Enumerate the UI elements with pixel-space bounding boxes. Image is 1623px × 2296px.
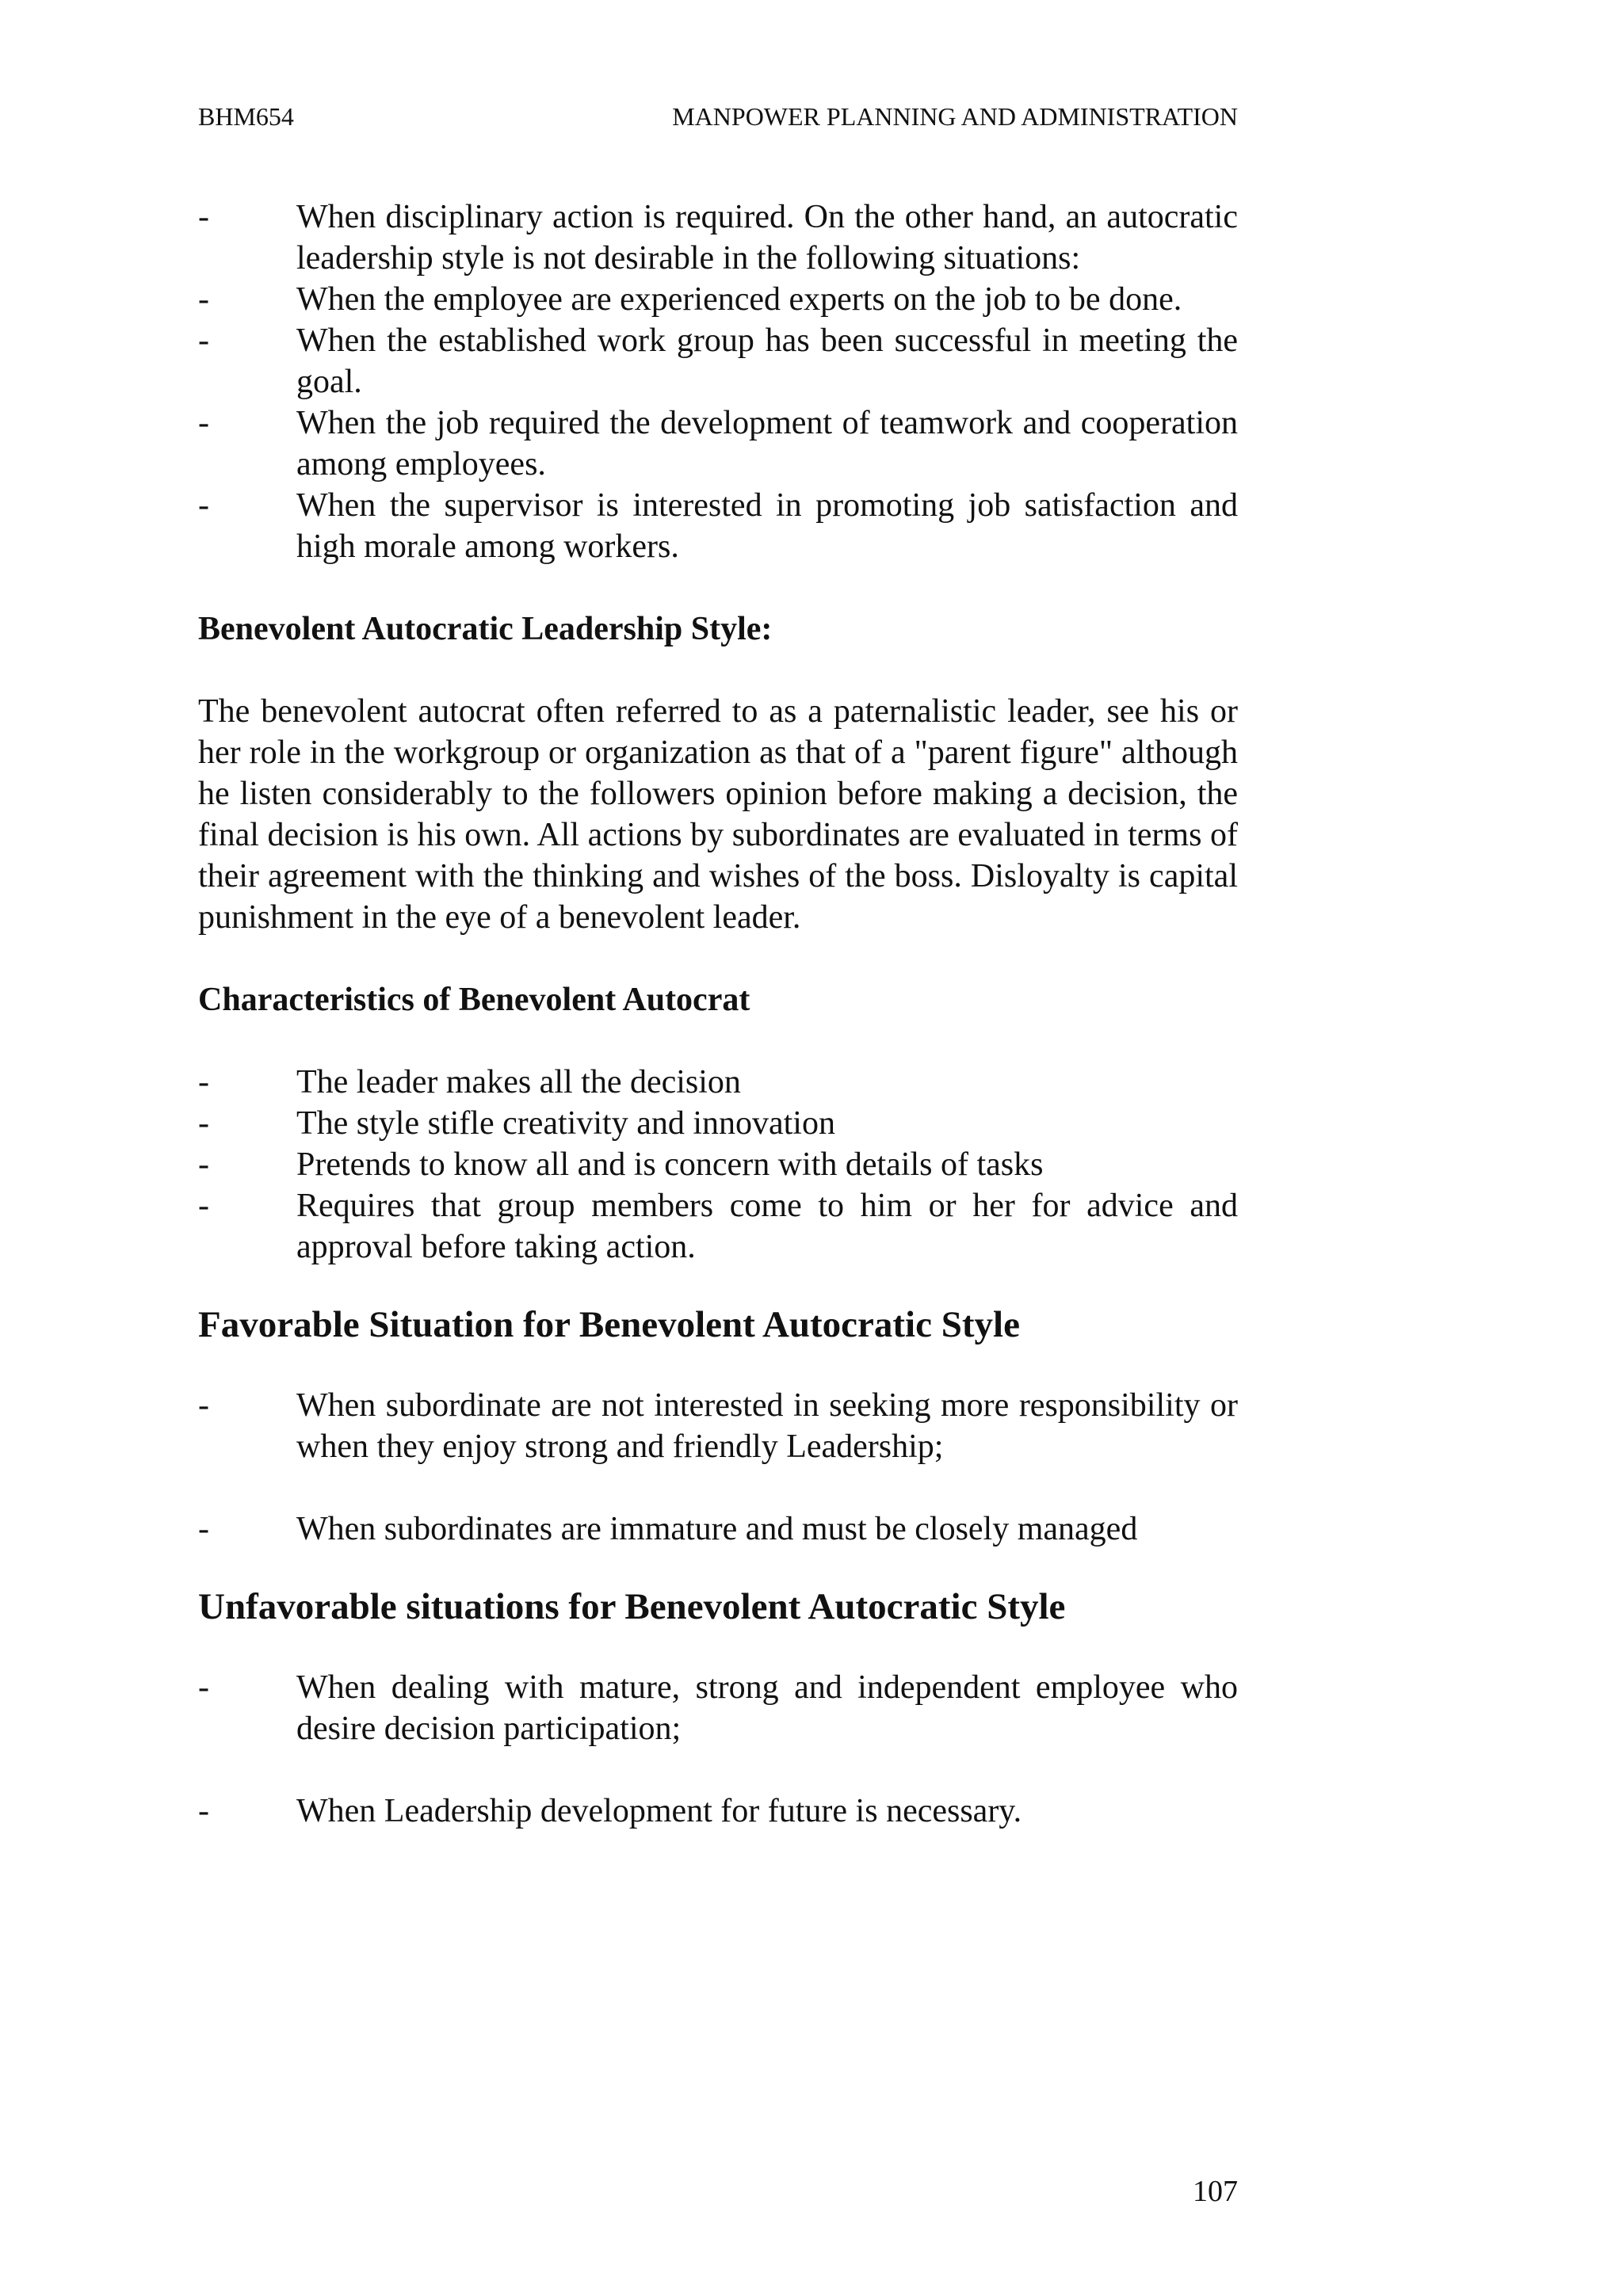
bullet-dash: - <box>198 1387 209 1424</box>
list-item <box>198 1062 1238 1103</box>
bullet-dash: - <box>198 1064 209 1100</box>
list-item-text: The leader makes all the decision <box>296 1064 741 1100</box>
list-item <box>198 1185 1238 1268</box>
list-item <box>198 279 1238 320</box>
bullet-dash: - <box>198 1669 209 1706</box>
list-item <box>198 402 1238 485</box>
list-item <box>198 1144 1238 1185</box>
bullet-dash: - <box>198 1793 209 1829</box>
section-heading-unfavorable: Unfavorable situations for Benevolent Autocratic Style <box>198 1586 1066 1627</box>
list-item-text: When the established work group has been successful in meeting the goal. <box>296 322 1238 400</box>
list-item <box>198 1508 1238 1550</box>
list-item <box>198 1667 1238 1749</box>
list-item <box>198 1791 1238 1832</box>
favorable-list <box>198 1385 1238 1550</box>
situations-list <box>198 196 1238 567</box>
list-item-text: When Leadership development for future is necessary. <box>296 1793 1022 1829</box>
bullet-dash: - <box>198 1105 209 1142</box>
characteristics-list <box>198 1062 1238 1268</box>
section-heading-characteristics: Characteristics of Benevolent Autocrat <box>198 982 750 1018</box>
list-item <box>198 1385 1238 1467</box>
list-item-text: Requires that group members come to him or her for advice and approval before taking action. <box>296 1188 1238 1265</box>
course-code: BHM654 <box>198 102 294 131</box>
list-item-text: When subordinates are immature and must be closely managed <box>296 1511 1138 1547</box>
list-item-text: When the employee are experienced experts on the job to be done. <box>296 281 1182 318</box>
list-item-text: When subordinate are not interested in seeking more responsibility or when they enjoy strong and friendly Leadership; <box>296 1387 1238 1465</box>
bullet-dash: - <box>198 281 209 318</box>
benevolent-style-paragraph: The benevolent autocrat often referred to as a paternalistic leader, see his or her role in the workgroup or organization as that of a "parent figure" although he listen considerably to the followers opinion before making a decision, the final decision is his own. All actions by subordinates are evaluated in terms of their agreement with the thinking and wishes of the boss. Disloyalty is capital punishment in the eye of a benevolent leader. <box>198 693 1238 936</box>
course-title: MANPOWER PLANNING AND ADMINISTRATION <box>672 102 1238 131</box>
list-item-text: When the supervisor is interested in promoting job satisfaction and high morale among workers. <box>296 487 1238 565</box>
list-item <box>198 485 1238 567</box>
list-item-text: When dealing with mature, strong and independent employee who desire decision participation; <box>296 1669 1238 1747</box>
bullet-dash: - <box>198 199 209 235</box>
section-heading-benevolent-style: Benevolent Autocratic Leadership Style: <box>198 611 773 647</box>
page-number: 107 <box>1193 2175 1238 2208</box>
page-content <box>198 196 1238 1832</box>
unfavorable-list <box>198 1667 1238 1832</box>
page-header <box>198 97 1238 136</box>
list-item-text: Pretends to know all and is concern with details of tasks <box>296 1146 1044 1183</box>
list-item-text: The style stifle creativity and innovation <box>296 1105 835 1142</box>
bullet-dash: - <box>198 405 209 441</box>
bullet-dash: - <box>198 1511 209 1547</box>
list-item <box>198 320 1238 402</box>
section-heading-favorable: Favorable Situation for Benevolent Autocratic Style <box>198 1304 1020 1345</box>
list-item-text: When the job required the development of teamwork and cooperation among employees. <box>296 405 1238 482</box>
bullet-dash: - <box>198 322 209 359</box>
bullet-dash: - <box>198 1188 209 1224</box>
bullet-dash: - <box>198 1146 209 1183</box>
bullet-dash: - <box>198 487 209 524</box>
list-item-text: When disciplinary action is required. On the other hand, an autocratic leadership style is not desirable in the following situations: <box>296 199 1238 277</box>
list-item <box>198 196 1238 279</box>
list-item <box>198 1103 1238 1144</box>
